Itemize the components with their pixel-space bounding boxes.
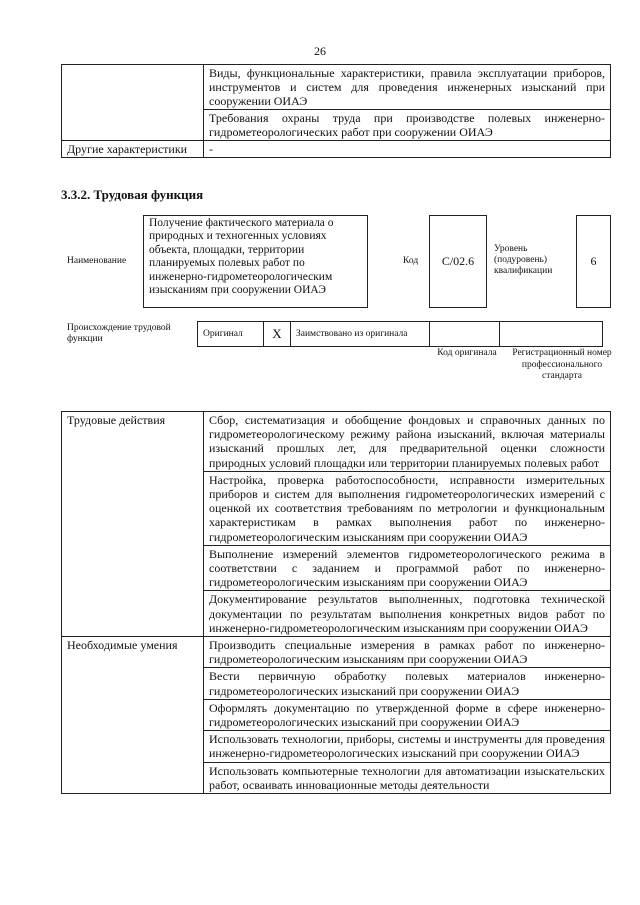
origin-original-cell: Оригинал [197,321,264,347]
other-characteristics-label: Другие характеристики [62,141,204,158]
qualification-level-box: 6 [576,215,611,308]
skill-item: Оформлять документацию по утвержденной форме в сфере инженерно-гидрометеорологических изысканий при сооружении ОИАЭ [204,699,611,730]
section-title: 3.3.2. Трудовая функция [61,187,204,202]
origin-code-cell [430,321,500,347]
function-code-box: C/02.6 [429,215,487,308]
skill-item: Использовать технологии, приборы, системы и инструменты для проведения инженерно-гидрометеорологических изысканий при сооружении ОИАЭ [204,731,611,762]
origin-borrowed-cell: Заимствовано из оригинала [291,321,430,347]
required-skills-label: Необходимые умения [62,637,204,794]
continuation-label-cell [62,65,204,141]
labor-action-item: Документирование результатов выполненных, подготовка технической документации по результатам выполнения конкретных видов работ по инженерно-гидрометеорологическим изысканиям при сооружении ОИАЭ [204,591,611,637]
labor-action-item: Сбор, систематизация и обобщение фондовых и справочных данных по гидрометеорологическому режиму района изысканий, включая материалы изысканий прошлых лет, для предварительной оценки сложности природных условий площадки или территории планируемых полевых работ [204,412,611,472]
labor-action-item: Выполнение измерений элементов гидрометеорологического режима в соответствии с заданием и программой работ по инженерно-гидрометеорологическим изысканиям при сооружении ОИАЭ [204,545,611,591]
origin-code-label: Код оригинала [437,348,497,358]
labor-action-item: Настройка, проверка работоспособности, исправности измерительных приборов и систем для выполнения гидрометеорологических измерений с оценкой их соответствия требованиям по метрологии и функциональным характеристикам в рамках выполнения работ по инженерно-гидрометеорологическим изысканиям при сооружении ОИАЭ [204,471,611,545]
origin-reg-cell [500,321,603,347]
continuation-table [61,64,611,158]
labor-actions-label: Трудовые действия [62,412,204,637]
function-name-box: Получение фактического материала о природных и техногенных условиях объекта, площадки, территории планируемых полевых работ по инженерно-гидрометеорологическим изысканиям при сооружении ОИАЭ [143,215,368,308]
knowledge-item: Виды, функциональные характеристики, правила эксплуатации приборов, инструментов и систем для проведения инженерных изысканий при сооружении ОИАЭ [204,65,611,110]
skill-item: Производить специальные измерения в рамках работ по инженерно-гидрометеорологическим изысканиям при сооружении ОИАЭ [204,637,611,668]
skill-item: Использовать компьютерные технологии для автоматизации изыскательских работ, осваивать инновационные методы деятельности [204,762,611,793]
knowledge-item: Требования охраны труда при производстве полевых инженерно-гидрометеорологических работ при сооружении ОИАЭ [204,110,611,141]
name-label: Наименование [67,256,127,266]
other-characteristics-value: - [204,141,611,158]
skill-item: Вести первичную обработку полевых материалов инженерно-гидрометеорологических изысканий при сооружении ОИАЭ [204,668,611,699]
function-details-table [61,411,611,794]
page-number: 26 [314,44,326,58]
origin-label: Происхождение трудовой функции [67,323,171,344]
origin-reg-label: Регистрационный номер профессионального стандарта [512,348,612,381]
code-label: Код [403,256,419,266]
origin-mark-cell: X [264,321,291,347]
origin-row [197,321,603,347]
level-label: Уровень (подуровень) квалификации [494,244,553,276]
